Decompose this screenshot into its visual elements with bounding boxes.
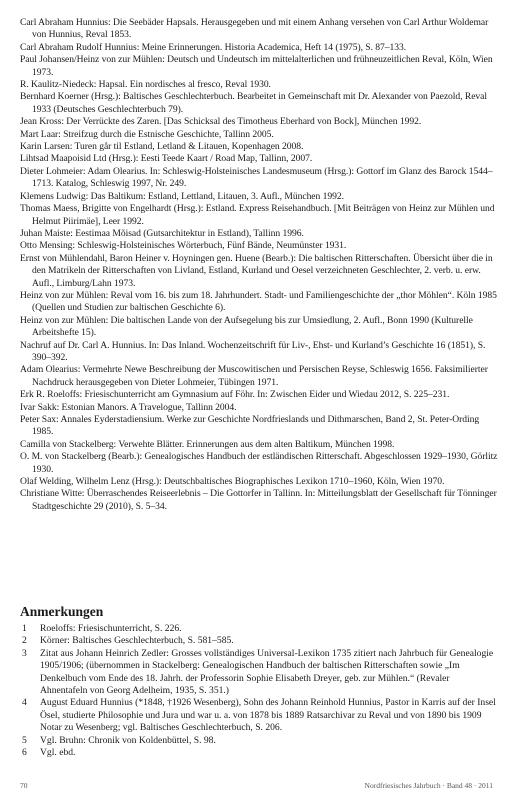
note-number: 4: [22, 697, 27, 709]
note-text: Körner: Baltisches Geschlechterbuch, S. 581–585.: [40, 635, 234, 647]
bibliography-entry: Carl Abraham Hunnius: Die Seebäder Hapsals. Herausgegeben und mit einem Anhang versehen von Carl Arthur Woldemar von Hunnius, Reval 1853.: [20, 17, 489, 41]
bibliography-entry: Nachruf auf Dr. Carl A. Hunnius. In: Das Inland. Wochenzeitschrift für Liv-, Ehst- und Kurland’s Geschichte 16 (1851), S. 390–392.: [20, 339, 486, 363]
bibliography-entry: Juhan Maiste: Eestimaa Mõisad (Gutsarchitektur in Estland), Tallinn 1996.: [20, 227, 304, 239]
bibliography-entry: Dieter Lohmeier: Adam Olearius. In: Schleswig-Holsteinisches Landesmuseum (Hrsg.): Gottorf im Glanz des Barock 1544–1713. Katalog, Schleswig 1997, Nr. 249.: [20, 165, 493, 190]
bibliography-entry: Camilla von Stackelberg: Verwehte Blätter. Erinnerungen aus dem alten Baltikum, München 1998.: [20, 438, 395, 450]
note-text: August Eduard Hunnius (*1848, †1926 Wesenberg), Sohn des Johann Reinhold Hunnius, Pastor in Karris auf der Insel Ösel, studierte Philosophie und Jura und war u. a. von 1878 bis 1889 Ratsarchivar zu Reval und von 1890 bis 1909 Notar zu Wesenberg; vgl. Baltisches Geschlechterbuch, S. 206.: [40, 697, 496, 734]
note-text: Roeloffs: Friesischunterricht, S. 226.: [40, 623, 182, 634]
bibliography-list: [20, 17, 498, 513]
page-number: 70: [20, 781, 28, 790]
bibliography-entry: Bernhard Koerner (Hrsg.): Baltisches Geschlechterbuch. Bearbeitet in Gemeinschaft mit Dr. Alexander von Paezold, Reval 1933 (Deutsches Geschlechterbuch 79).: [20, 91, 487, 115]
notes-list: [20, 623, 498, 759]
note-text: Zitat aus Johann Heinrich Zedler: Grosses vollständiges Universal-Lexikon 1735 zitiert nach Jahrbuch für Genealogie 1905/1906; (übernommen in Stackelberg: Genealogischen Handbuch der baltischen Ritterschaften sowie „Im Denkelbuch vom Ende des 18. Jahrh. der Professorin Sophie Elisabeth Dreyer, geb. zur Mühlen.“ (Revaler Ahnentafeln von Georg Adelheim, 1935, S. 351.): [40, 647, 494, 697]
note-item: [20, 648, 498, 698]
note-number: 1: [22, 623, 27, 634]
note-number: 2: [22, 635, 27, 647]
note-number: 5: [22, 734, 27, 746]
bibliography-entry: Jean Kross: Der Verrückte des Zaren. [Das Schicksal des Timotheus Eberhard von Bock], München 1992.: [20, 116, 422, 128]
bibliography-entry: Otto Mensing: Schleswig-Holsteinisches Wörterbuch, Fünf Bände, Neumünster 1931.: [20, 240, 347, 252]
bibliography-entry: Adam Olearius: Vermehrte Newe Beschreibung der Muscowitischen und Persischen Reyse, Schleswig 1656. Faksimilierter Nachdruck herausgegeben von Dieter Lohmeier, Tübingen 1971.: [20, 364, 488, 388]
bibliography-entry: Heinz von zur Mühlen: Die baltischen Lande von der Aufsegelung bis zur Umsiedlung, 2. Aufl., Bonn 1990 (Kulturelle Arbeitshefte 15).: [20, 314, 473, 339]
bibliography-entry: Paul Johansen/Heinz von zur Mühlen: Deutsch und Undeutsch im mittelalterlichen und frühneuzeitlichen Reval, Köln, Wien 1973.: [20, 54, 493, 78]
bibliography-entry: Carl Abraham Rudolf Hunnius: Meine Erinnerungen. Historia Academica, Heft 14 (1975), S. 87–133.: [20, 41, 407, 53]
bibliography-entry: Mart Laar: Streifzug durch die Estnische Geschichte, Tallinn 2005.: [20, 128, 274, 140]
bibliography-entry: Lihtsad Maapoisid Ltd (Hrsg.): Eesti Teede Kaart / Road Map, Tallinn, 2007.: [20, 153, 313, 165]
bibliography-entry: Thomas Maess, Brigitte von Engelhardt (Hrsg.): Estland. Express Reisehandbuch. [Mit Beiträgen von Heinz zur Mühlen und Helmut Piirimäe], Leer 1992.: [20, 203, 495, 227]
note-item: [20, 697, 498, 734]
bibliography-entry: Klemens Ludwig: Das Baltikum: Estland, Lettland, Litauen, 3. Aufl., München 1992.: [20, 190, 344, 202]
publication-info: Nordfriesisches Jahrbuch · Band 48 · 2011: [364, 781, 493, 790]
page-footer: [20, 781, 493, 790]
bibliography-entry: Christiane Witte: Überraschendes Reiseerlebnis – Die Gottorfer in Tallinn. In: Mitteilungsblatt der Gesellschaft für Tönninger Stadtgeschichte 29 (2010), S. 5–34.: [20, 488, 497, 512]
bibliography-entry: Olaf Welding, Wilhelm Lenz (Hrsg.): Deutschbaltisches Biographisches Lexikon 1710–1960, Köln, Wien 1970.: [20, 476, 445, 488]
bibliography-entry: Erk R. Roeloffs: Friesischunterricht am Gymnasium auf Föhr. In: Zwischen Eider und Wiedau 2012, S. 225–231.: [20, 389, 450, 401]
note-text: Vgl. Bruhn: Chronik von Koldenbüttel, S. 98.: [40, 734, 216, 746]
bibliography-entry: Ernst von Mühlendahl, Baron Heiner v. Hoyningen gen. Huene (Bearb.): Die baltischen Ritterschaften. Übersicht über die in den Matrikeln der Ritterschaften von Livland, Estland, Kurland und Oesel verzeichneten Geschlechter, 2. verb. u. erw. Aufl., Limburg/Lahn 1973.: [20, 252, 493, 289]
note-item: [20, 635, 498, 647]
note-item: [20, 623, 498, 635]
bibliography-entry: Peter Sax: Annales Eyderstadiensium. Werke zur Geschichte Nordfrieslands und Dithmarschen, Band 2, St. Peter-Ording 1985.: [20, 414, 480, 438]
notes-heading: Anmerkungen: [20, 604, 104, 619]
bibliography-entry: Heinz von zur Mühlen: Reval vom 16. bis zum 18. Jahrhundert. Stadt- und Familiengeschichte der „thor Möhlen“. Köln 1985 (Quellen und Studien zur baltischen Geschichte 6).: [20, 289, 497, 314]
note-text: Vgl. ebd.: [40, 747, 76, 759]
bibliography-entry: O. M. von Stackelberg (Bearb.): Genealogisches Handbuch der estländischen Ritterschaft. Abgeschlossen 1929–1930, Görlitz 1930.: [20, 451, 498, 475]
note-item: [20, 735, 498, 747]
note-number: 6: [22, 747, 27, 759]
bibliography-entry: R. Kaulitz-Niedeck: Hapsal. Ein nordisches al fresco, Reval 1930.: [20, 79, 271, 91]
bibliography-entry: Karin Larsen: Turen går til Estland, Letland & Litauen, Kopenhagen 2008.: [20, 141, 304, 153]
note-item: [20, 747, 498, 759]
bibliography-entry: Ivar Sakk: Estonian Manors. A Travelogue, Tallinn 2004.: [20, 401, 237, 413]
note-number: 3: [22, 647, 27, 659]
